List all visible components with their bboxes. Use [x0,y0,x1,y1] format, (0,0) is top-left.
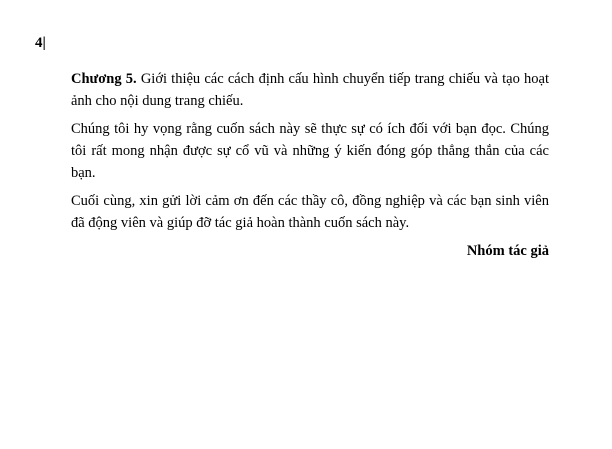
paragraph-chapter-5 [71,68,549,112]
paragraph-thanks: Cuối cùng, xin gửi lời cảm ơn đến các thầy cô, đồng nghiệp và các bạn sinh viên đã động viên và giúp đỡ tác giả hoàn thành cuốn sách này. [71,193,549,231]
page-content [71,68,549,262]
chapter-description: Giới thiệu các cách định cấu hình chuyển tiếp trang chiếu và tạo hoạt ảnh cho nội dung trang chiếu. [71,71,549,109]
paragraph-hope: Chúng tôi hy vọng rằng cuốn sách này sẽ thực sự có ích đối với bạn đọc. Chúng tôi rất mong nhận được sự cổ vũ và những ý kiến đóng góp thẳng thắn của các bạn. [71,121,549,181]
author-signature: Nhóm tác giả [466,243,549,259]
page-number: 4| [35,35,46,51]
chapter-label: Chương 5. [71,71,137,87]
